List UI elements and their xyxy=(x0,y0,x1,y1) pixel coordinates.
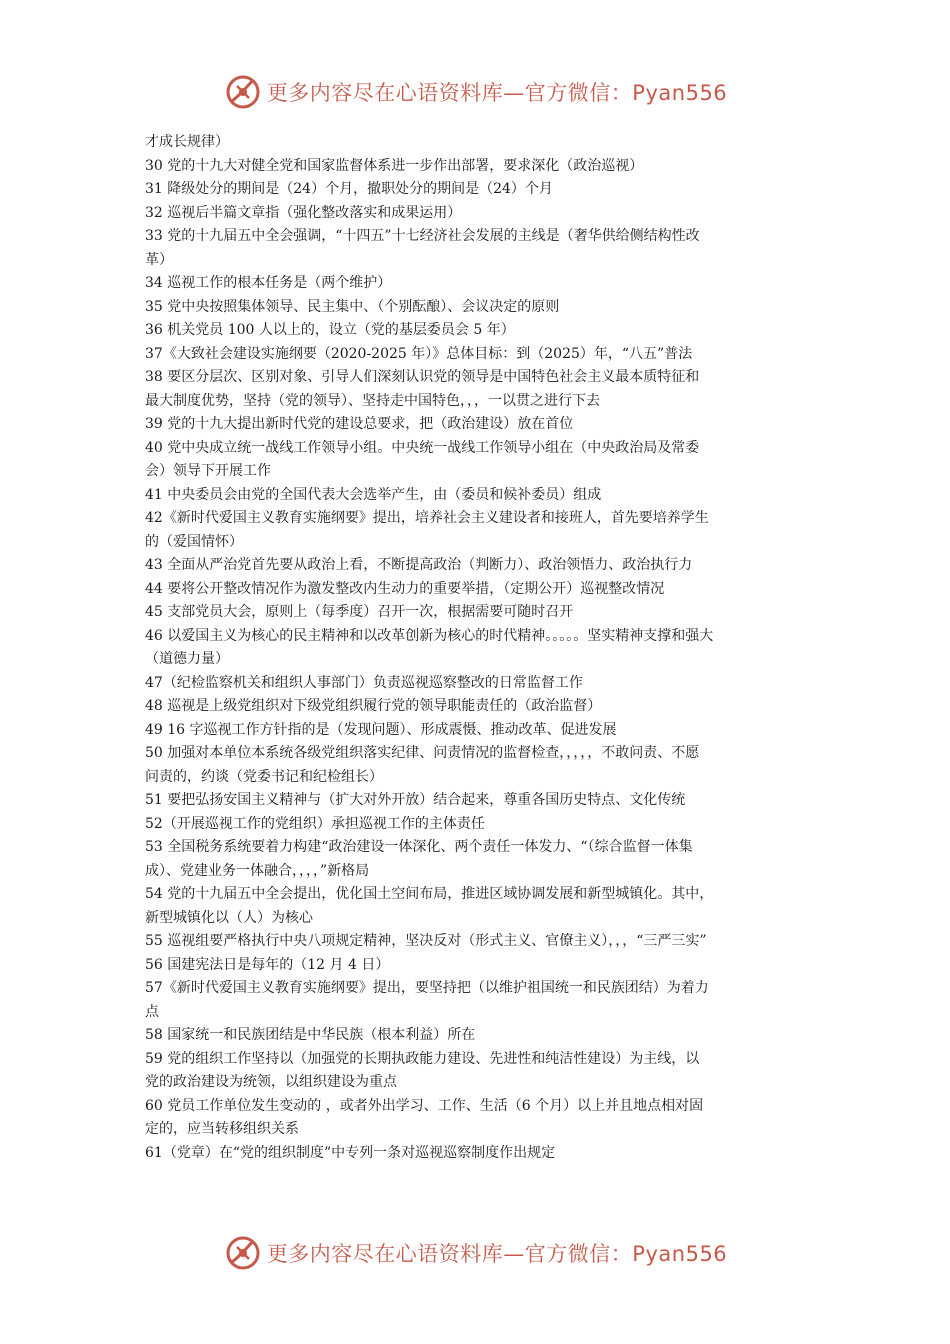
text-line: 57《新时代爱国主义教育实施纲要》提出，要坚持把（以维护祖国统一和民族团结）为着力 xyxy=(145,980,709,996)
text-line: 革） xyxy=(145,251,173,268)
text-line: 41 中央委员会由党的全国代表大会选举产生，由（委员和候补委员）组成 xyxy=(145,486,602,503)
text-line: 49 16 字巡视工作方针指的是（发现问题）、形成震慑、推动改革、促进发展 xyxy=(145,721,617,738)
text-line: 38 要区分层次、区别对象、引导人们深刻认识党的领导是中国特色社会主义最本质特征和 xyxy=(145,369,700,385)
banner-text: 更多内容尽在心语资料库—官方微信：Pyan556 xyxy=(266,1242,728,1266)
text-line: 30 党的十九大对健全党和国家监督体系进一步作出部署，要求深化（政治巡视） xyxy=(145,157,644,174)
text-line: 51 要把弘扬安国主义精神与（扩大对外开放）结合起来，尊重各国历史特点、文化传统 xyxy=(145,792,686,808)
document-body xyxy=(145,131,815,1165)
text-line: 39 党的十九大提出新时代党的建设总要求，把（政治建设）放在首位 xyxy=(145,416,574,432)
text-line: 55 巡视组要严格执行中央八项规定精神，坚决反对（形式主义、官僚主义），，，“三严三实” xyxy=(145,933,707,949)
text-line: 党的政治建设为统领，以组织建设为重点 xyxy=(145,1074,397,1090)
text-line: 最大制度优势，坚持（党的领导）、坚持走中国特色，，，一以贯之进行下去 xyxy=(145,392,600,409)
text-line: 32 巡视后半篇文章指（强化整改落实和成果运用） xyxy=(145,204,462,221)
text-line: 50 加强对本单位本系统各级党组织落实纪律、问责情况的监督检查，，，，，不敢问责、不愿 xyxy=(145,745,700,761)
text-line: 36 机关党员 100 人以上的，设立（党的基层委员会 5 年） xyxy=(145,322,515,338)
text-line: 52（开展巡视工作的党组织）承担巡视工作的主体责任 xyxy=(145,815,485,832)
footer-banner xyxy=(0,1233,950,1273)
text-line: 31 降级处分的期间是（24）个月，撤职处分的期间是（24）个月 xyxy=(145,181,553,197)
text-line: 成）、党建业务一体融合，，，，”新格局 xyxy=(145,862,370,879)
text-line: 会）领导下开展工作 xyxy=(145,463,271,479)
text-line: 37《大致社会建设实施纲要（2020-2025 年）》总体目标：到（2025）年，“八五”普法 xyxy=(145,345,693,362)
text-line: 35 党中央按照集体领导、民主集中、（个别酝酿）、会议决定的原则 xyxy=(145,298,560,315)
text-line: 33 党的十九届五中全会强调，“十四五”十七经济社会发展的主线是（奢华供给侧结构性改 xyxy=(145,228,700,244)
text-line: 47（纪检监察机关和组织人事部门）负责巡视巡察整改的日常监督工作 xyxy=(145,674,583,691)
text-line: 44 要将公开整改情况作为激发整改内生动力的重要举措，（定期公开）巡视整改情况 xyxy=(145,580,665,597)
text-line: 42《新时代爱国主义教育实施纲要》提出，培养社会主义建设者和接班人，首先要培养学生 xyxy=(145,510,709,526)
banner-text: 更多内容尽在心语资料库—官方微信：Pyan556 xyxy=(266,81,728,105)
text-line: 新型城镇化以（人）为核心 xyxy=(145,909,313,926)
text-line: 34 巡视工作的根本任务是（两个维护） xyxy=(145,275,392,291)
text-line: 46 以爱国主义为核心的民主精神和以改革创新为核心的时代精神。。。。。坚实精神支撑和强大 xyxy=(145,627,714,644)
text-line: 45 支部党员大会，原则上（每季度）召开一次，根据需要可随时召开 xyxy=(145,604,574,620)
text-line: 定的，应当转移组织关系 xyxy=(145,1121,299,1137)
text-line: 43 全面从严治党首先要从政治上看，不断提高政治（判断力）、政治领悟力、政治执行力 xyxy=(145,557,693,573)
text-line: 56 国建宪法日是每年的（12 月 4 日） xyxy=(145,956,390,973)
text-line: 的（爱国情怀） xyxy=(145,533,243,550)
text-line: 才成长规律） xyxy=(145,134,229,150)
logo-icon xyxy=(223,1233,263,1273)
text-line: 点 xyxy=(145,1003,159,1020)
text-line: 40 党中央成立统一战线工作领导小组。中央统一战线工作领导小组在（中央政治局及常委 xyxy=(145,439,700,456)
text-line: 61（党章）在“党的组织制度”中专列一条对巡视巡察制度作出规定 xyxy=(145,1144,556,1161)
text-line: 54 党的十九届五中全会提出，优化国土空间布局，推进区域协调发展和新型城镇化。其中， xyxy=(145,886,714,902)
text-line: 问责的，约谈（党委书记和纪检组长） xyxy=(145,768,383,785)
text-line: 48 巡视是上级党组织对下级党组织履行党的领导职能责任的（政治监督） xyxy=(145,698,602,714)
text-line: 60 党员工作单位发生变动的 ，或者外出学习、工作、生活（6 个月）以上并且地点相对固 xyxy=(145,1097,704,1114)
header-banner xyxy=(0,72,950,112)
text-line: 58 国家统一和民族团结是中华民族（根本利益）所在 xyxy=(145,1027,476,1043)
text-line: （道德力量） xyxy=(145,651,229,667)
logo-icon xyxy=(223,72,263,112)
text-line: 59 党的组织工作坚持以（加强党的长期执政能力建设、先进性和纯洁性建设）为主线，以 xyxy=(145,1050,700,1067)
text-line: 53 全国税务系统要着力构建“政治建设一体深化、两个责任一体发力、“（综合监督一体集 xyxy=(145,839,693,855)
